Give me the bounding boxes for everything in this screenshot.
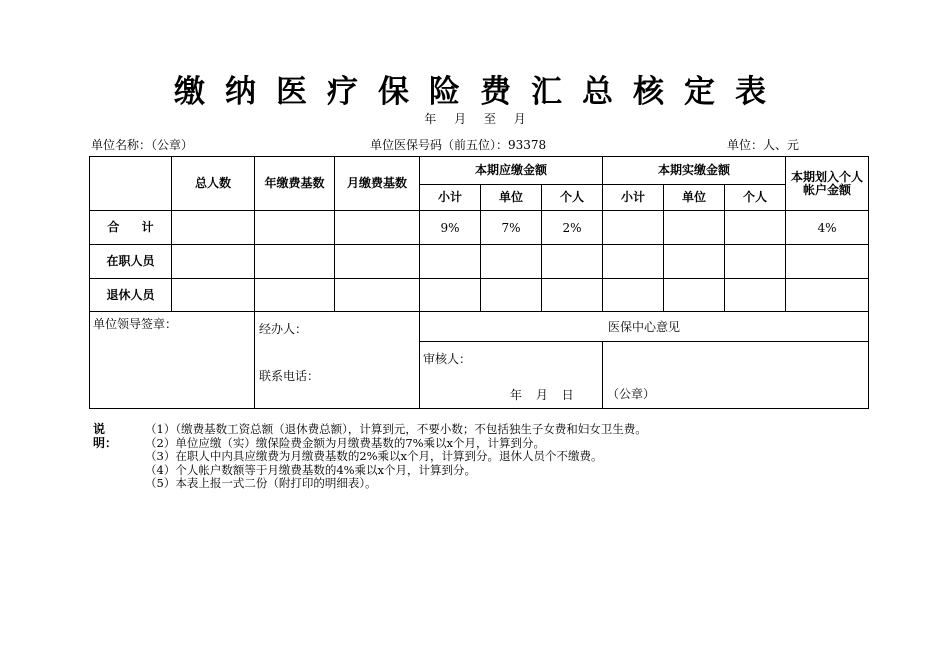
- cell[interactable]: [603, 245, 664, 279]
- center-opinion-header: 医保中心意见: [420, 312, 869, 342]
- cell[interactable]: [172, 211, 255, 245]
- cell[interactable]: [786, 279, 869, 312]
- leader-sign-label: 单位领导签章：: [93, 317, 178, 331]
- cell[interactable]: [725, 279, 786, 312]
- table-row: [90, 245, 869, 279]
- cell-due-individual[interactable]: 2%: [542, 211, 603, 245]
- header-due-individual: 个人: [542, 185, 603, 211]
- cell[interactable]: [481, 245, 542, 279]
- handler-cell: [255, 312, 420, 409]
- cell[interactable]: [172, 245, 255, 279]
- cell[interactable]: [172, 279, 255, 312]
- cell[interactable]: [664, 279, 725, 312]
- handler-label: 经办人：: [259, 322, 308, 336]
- row-label-retired: 退休人员: [90, 279, 172, 312]
- leader-sign-cell: [90, 312, 255, 409]
- header-paid-individual: 个人: [725, 185, 786, 211]
- cell-due-unit[interactable]: 7%: [481, 211, 542, 245]
- cell-due-subtotal[interactable]: 9%: [420, 211, 481, 245]
- cell[interactable]: [542, 279, 603, 312]
- cell[interactable]: [664, 211, 725, 245]
- cell[interactable]: [255, 211, 335, 245]
- header-paid-amount: 本期实缴金额: [603, 157, 786, 185]
- header-paid-unit: 单位: [664, 185, 725, 211]
- note-item: （3）在职人中内具应缴费为月缴费基数的2%乘以x个月，计算到分。退休人员个不缴费。: [145, 449, 603, 463]
- table-row: [90, 279, 869, 312]
- reviewer-cell: [420, 342, 603, 409]
- cell[interactable]: [335, 211, 420, 245]
- unit-name-label: 单位名称：（公章）: [91, 138, 194, 152]
- cell[interactable]: [664, 245, 725, 279]
- cell[interactable]: [420, 279, 481, 312]
- cell[interactable]: [420, 245, 481, 279]
- header-annual-base: 年缴费基数: [255, 157, 335, 211]
- seal-cell: [603, 342, 869, 409]
- header-total-people: 总人数: [172, 157, 255, 211]
- unit-measure-label: 单位：人、元: [727, 138, 800, 152]
- notes-label: 说明：: [93, 422, 118, 450]
- header-personal-account: 本期划入个人帐户金额: [786, 157, 869, 211]
- page-title: 缴纳医疗保险费汇总核定表: [174, 74, 786, 110]
- note-item: （4）个人帐户数额等于月缴费基数的4%乘以x个月，计算到分。: [145, 462, 477, 477]
- period-line: 年 月 至 月: [424, 112, 526, 126]
- table-row: [90, 211, 869, 245]
- header-due-subtotal: 小计: [420, 185, 481, 211]
- cell[interactable]: [255, 245, 335, 279]
- cell[interactable]: [542, 245, 603, 279]
- date-label: 年 月 日: [510, 388, 574, 402]
- reviewer-label: 审核人：: [423, 352, 472, 366]
- cell[interactable]: [725, 245, 786, 279]
- note-item: （2）单位应缴（实）缴保险费金额为月缴费基数的7%乘以x个月，计算到分。: [145, 435, 546, 450]
- summary-table: [89, 156, 869, 409]
- cell[interactable]: [335, 279, 420, 312]
- unit-code-label: 单位医保号码（前五位）：93378: [370, 138, 547, 152]
- cell[interactable]: [603, 279, 664, 312]
- cell[interactable]: [255, 279, 335, 312]
- cell[interactable]: [603, 211, 664, 245]
- cell[interactable]: [481, 279, 542, 312]
- seal-label: （公章）: [607, 387, 656, 401]
- row-label-total: 合 计: [90, 211, 172, 245]
- header-due-unit: 单位: [481, 185, 542, 211]
- row-label-employed: 在职人员: [90, 245, 172, 279]
- cell[interactable]: [335, 245, 420, 279]
- cell-account[interactable]: 4%: [786, 211, 869, 245]
- cell[interactable]: [725, 211, 786, 245]
- header-monthly-base: 月缴费基数: [335, 157, 420, 211]
- header-due-amount: 本期应缴金额: [420, 157, 603, 185]
- header-paid-subtotal: 小计: [603, 185, 664, 211]
- corner-cell: [90, 157, 172, 211]
- note-item: （5）本表上报一式二份（附打印的明细表）。: [145, 476, 377, 490]
- phone-label: 联系电话：: [259, 369, 320, 383]
- cell[interactable]: [786, 245, 869, 279]
- note-item: （1）（缴费基数工资总额（退休费总额），计算到元，不要小数；不包括独生子女费和妇女卫生费。: [145, 422, 647, 436]
